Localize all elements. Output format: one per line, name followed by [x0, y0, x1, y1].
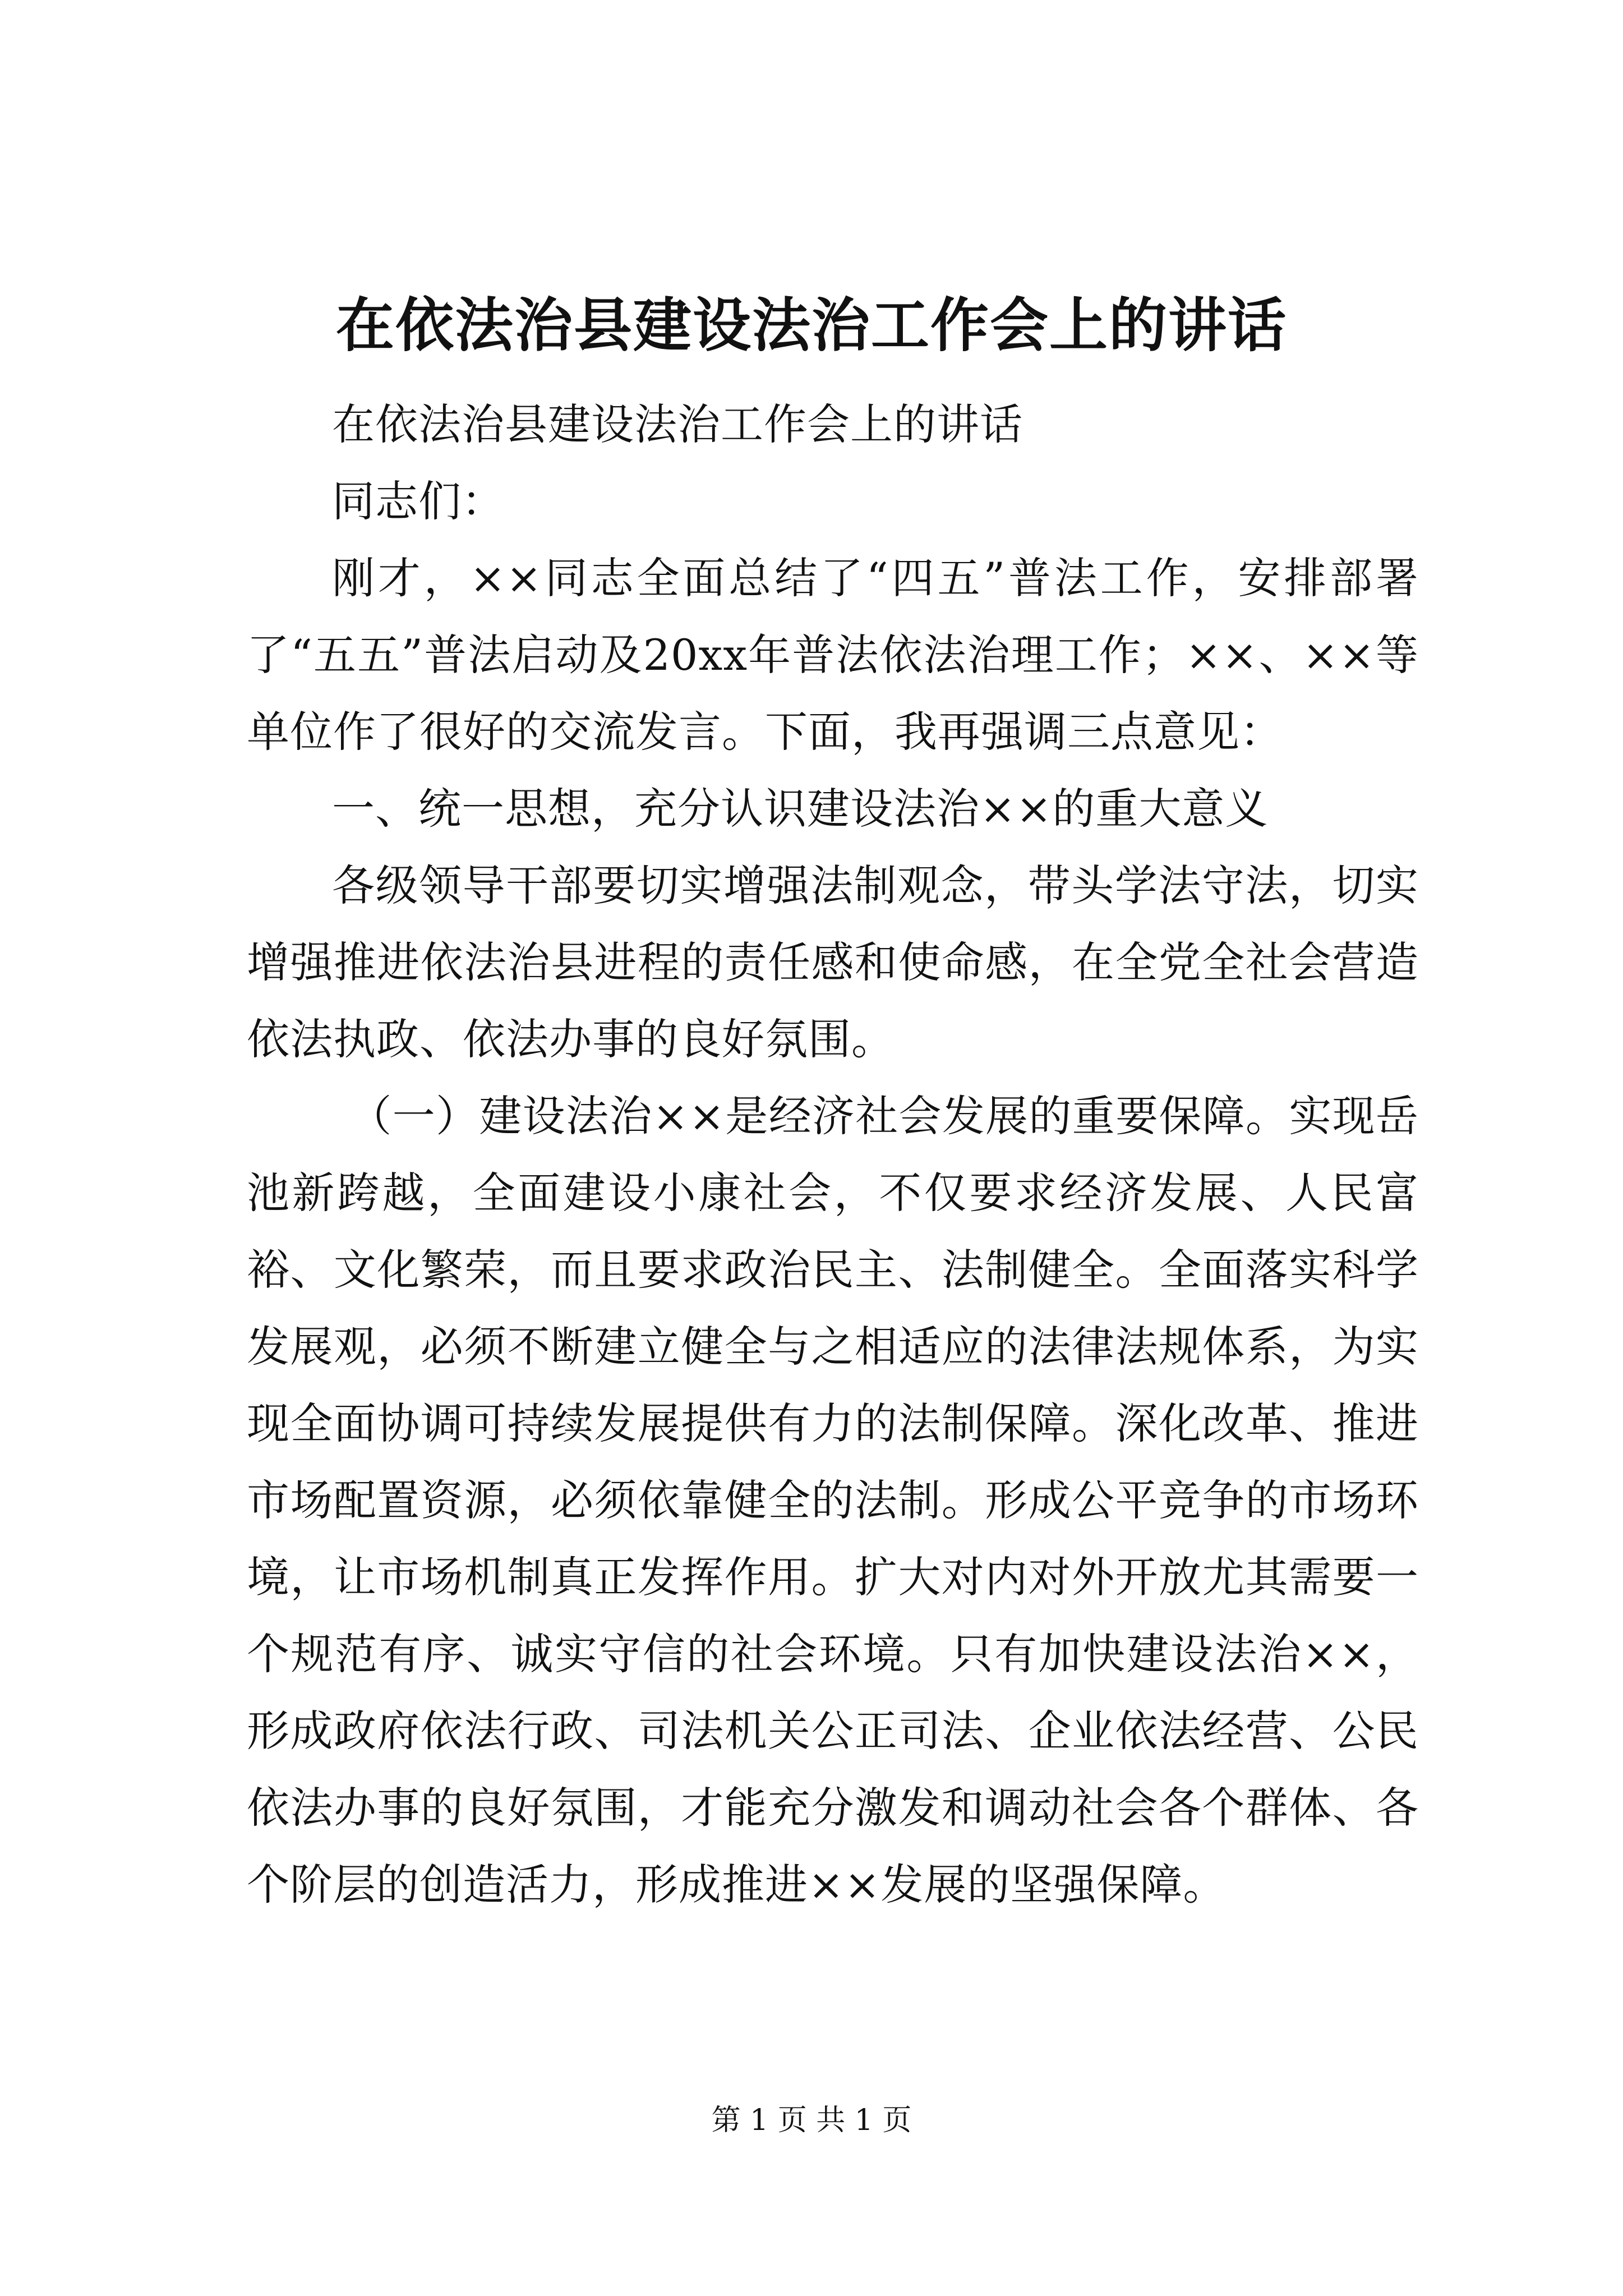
paragraph-subsection-1: （一）建设法治××是经济社会发展的重要保障。实现岳池新跨越，全面建设小康社会，不仅要求经济发展、人民富裕、文化繁荣，而且要求政治民主、法制健全。全面落实科学发展观，必须不断建立健全与之相适应的法律法规体系，为实现全面协调可持续发展提供有力的法制保障。深化改革、推进市场配置资源，必须依靠健全的法制。形成公平竞争的市场环境，让市场机制真正发挥作用。扩大对内对外开放尤其需要一个规范有序、诚实守信的社会环境。只有加快建设法治××，形成政府依法行政、司法机关公正司法、企业依法经营、公民依法办事的良好氛围，才能充分激发和调动社会各个群体、各个阶层的创造活力，形成推进××发展的坚强保障。	[247, 1091, 1419, 1910]
paragraph-subtitle: 在依法治县建设法治工作会上的讲话	[332, 399, 1023, 449]
paragraph-salutation: 同志们：	[332, 476, 505, 526]
section-heading-1: 一、统一思想，充分认识建设法治××的重大意义	[332, 784, 1269, 834]
paragraph-leaders: 各级领导干部要切实增强法制观念，带头学法守法，切实增强推进依法治县进程的责任感和使命感，在全党全社会营造依法执政、依法办事的良好氛围。	[247, 861, 1419, 1064]
page-footer: 第 1 页 共 1 页	[711, 2104, 912, 2137]
document-title: 在依法治县建设法治工作会上的讲话	[335, 291, 1287, 360]
document-body	[247, 386, 1419, 1923]
paragraph-intro: 刚才，××同志全面总结了“四五”普法工作，安排部署了“五五”普法启动及20xx年普法依法治理工作；××、××等单位作了很好的交流发言。下面，我再强调三点意见：	[247, 553, 1419, 757]
